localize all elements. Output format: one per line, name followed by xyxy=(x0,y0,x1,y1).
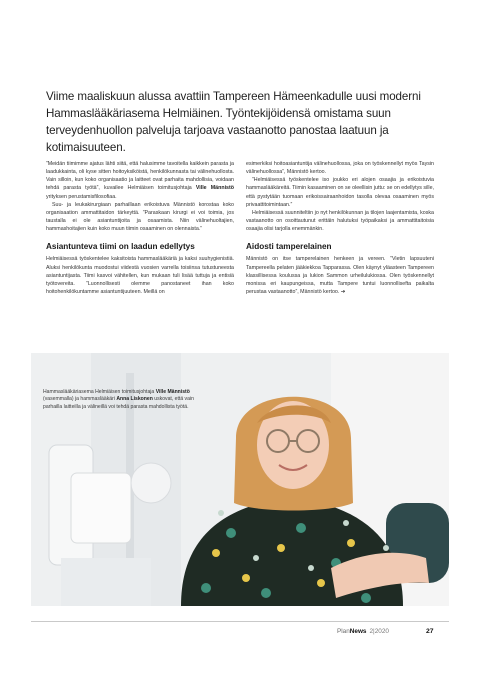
paragraph: Suu- ja leukakirurgiaan parhaillaan erikoistuva Männistö korostaa koko organisaation ammattitaidon tärkeyttä. ”Paraskaan kirurgi ei voi toimia, jos taustalla ei ole asiantuntijoita ja osaamista. Niin välinehuoltajien, hammashoitajien kuin koko muun tiimin osaaminen on olennaista.” xyxy=(46,201,234,233)
person-name: Ville Männistö xyxy=(195,185,234,192)
caption-text: uskovat, että vain parhailla laitteilla ja välineillä voi tehdä parasta mahdollista työtä. xyxy=(43,396,194,410)
page-number: 27 xyxy=(426,628,434,635)
paragraph-text: ”Meidän tiimimme ajatus lähti siitä, että halusimme tavoitella kaikkein parasta ja laadukkainta, oli kyse sitten hoitoyksiköistä, henkilökunnasta tai välinehuollosta. Vain silloin, kun koko organisaatio ja laitteet ovat parhaita mahdollisia, voidaan tehdä parasta työtä”, kuvailee Helmiäisen toimitusjohtaja xyxy=(46,161,234,192)
photo-caption xyxy=(43,389,213,411)
section-heading: Aidosti tamperelainen xyxy=(246,242,332,252)
brand-part: News xyxy=(349,628,367,635)
paragraph: Helmiäisessä suunniteltiin jo nyt henkilökunnan ja tilojen laajentamista, koska vastaanotto on osoittautunut erittäin halutuksi työpaikaksi ja ammattitaitoisia osaajia olisi tarjolla enemmänkin. xyxy=(246,209,434,233)
issue-number: 2|2020 xyxy=(369,628,389,635)
person-name: Ville Männistö xyxy=(155,389,190,395)
footer-divider xyxy=(31,621,449,622)
article-column-left xyxy=(46,160,234,296)
page-footer xyxy=(0,628,480,640)
brand-part: Plan xyxy=(337,628,350,635)
article-photo xyxy=(31,353,449,606)
paragraph: Helmiäisessä työskentelee kaksitoista hammaslääkäriä ja kaksi suuhygienistiä. Aluksi henkilökunta muodostui viidestä vuosien varrella toisiinsa tutustuneesta asiantuntijasta. Tiimi kasvoi vähitellen, kun mukaan tuli lisää tuttuja ja entisiä työtovereita. ”Luonnollisesti olemme panostaneet ihan koko hoitohenkilökuntamme asiantuntijuuteen. Meillä on xyxy=(46,256,234,296)
section-heading: Asiantunteva tiimi on laadun edellytys xyxy=(46,242,195,252)
person-name: Anna Liskonen xyxy=(116,396,153,403)
caption-text: (vasemmalla) ja hammaslääkäri xyxy=(43,396,115,403)
paragraph: esimerkiksi hoitoasiantuntija välinehuollossa, joka on työskennellyt myös Taysin välinehuollossa”, Männistö kertoo. xyxy=(246,161,434,176)
paragraph: Männistö on itse tamperelainen henkeen ja vereen. ”Vietin lapsuuteni Tampereella pelaten jääkiekkoa Tapparassa. Olen käynyt yläasteen Tampereen klassillisessa koulussa ja lukion Sammon urheilulukiossa. Olen työskennellyt monissa eri kaupungeissa, mutta Tampere tuntui luonnollisefta paikalta perustaa vastaanotto”, Männistö kertoo. ➔ xyxy=(246,256,434,296)
paragraph-intro xyxy=(46,160,234,201)
lead-paragraph: Viime maaliskuun alussa avattiin Tampereen Hämeenkadulle uusi moderni Hammaslääkäriasema Helmiäinen. Työntekijöidensä omistama suun terveydenhuollon palveluja tarjoava vastaanotto panostaa laatuun ja kotimaisuuteen. xyxy=(46,90,421,154)
article-column-right xyxy=(246,160,434,296)
publication-name xyxy=(337,628,389,635)
paragraph: ”Helmiäisessä työskentelee iso joukko eri alojen osaajia ja erikoistuvia hammaslääkäreitä. Tiimin kasaaminen on se oleellisin juttu: se on edellytys sille, että pystytään tuomaan erikoissairaanhoidon tasolla olevaa osaaminen myös privaattitoimintaan.” xyxy=(246,177,434,208)
paragraph-text: yrityksen perustamisfilosofiaa. xyxy=(46,193,117,200)
caption-text: Hammaslääkäriasema Helmiäisen toimitusjohtaja xyxy=(43,389,155,395)
